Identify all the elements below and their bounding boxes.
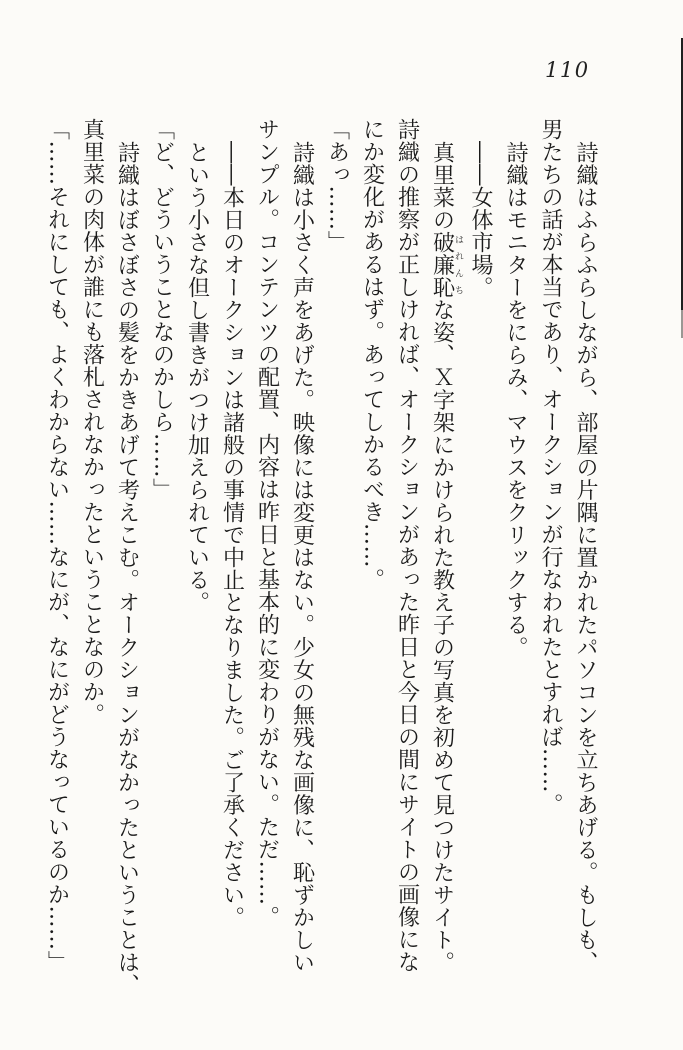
text-line: 詩織はモニターをにらみ、マウスをクリックする。 xyxy=(503,141,528,659)
text-line: ――女体市場。 xyxy=(468,141,493,299)
text-line: という小さな但し書きがつけ加えられている。 xyxy=(184,141,210,614)
text-line: 詩織は小さく声をあげた。映像には変更はない。少女の無残な画像に、恥ずかしい xyxy=(289,141,315,974)
text-line: 男たちの話が本当であり、オークションが行なわれたとすれば……。 xyxy=(538,118,563,816)
text-line: 詩織はふらふらしながら、部屋の片隅に置かれたパソコンを立ちあげる。もしも、 xyxy=(573,141,598,974)
text-line: ――本日のオークションは諸般の事情で中止となりました。ご了承ください。 xyxy=(219,141,245,929)
text-line: 「……それにしても、よくわからない……なにが、なにがどうなっているのか……」 xyxy=(44,118,70,973)
text-line: 「あっ……」 xyxy=(324,118,350,253)
vertical-text-block xyxy=(40,118,604,1036)
text-line: 真里菜の肉体が誰にも落札されなかったということなのか。 xyxy=(79,118,105,726)
text-line: 詩織はぼさぼさの髪をかきあげて考えこむ。オークションがなかったということは、 xyxy=(114,141,140,996)
furigana-ruby: 破廉恥はれんち xyxy=(429,231,463,299)
text-line: サンプル。コンテンツの配置、内容は昨日と基本的に変わりがない。ただ……。 xyxy=(254,118,280,928)
page-number: 110 xyxy=(545,58,590,82)
text-line: 詩織の推察が正しければ、オークションがあった昨日と今日の間にサイトの画像にな xyxy=(394,118,420,973)
text-line: にか変化があるはず。あってしかるべき……。 xyxy=(359,118,385,591)
text-line: 「ど、どういうことなのかしら……」 xyxy=(149,118,175,501)
text-line: 真里菜の破廉恥はれんちな姿、Ｘ字架にかけられた教え子の写真を初めて見つけたサイト。 xyxy=(429,141,463,974)
